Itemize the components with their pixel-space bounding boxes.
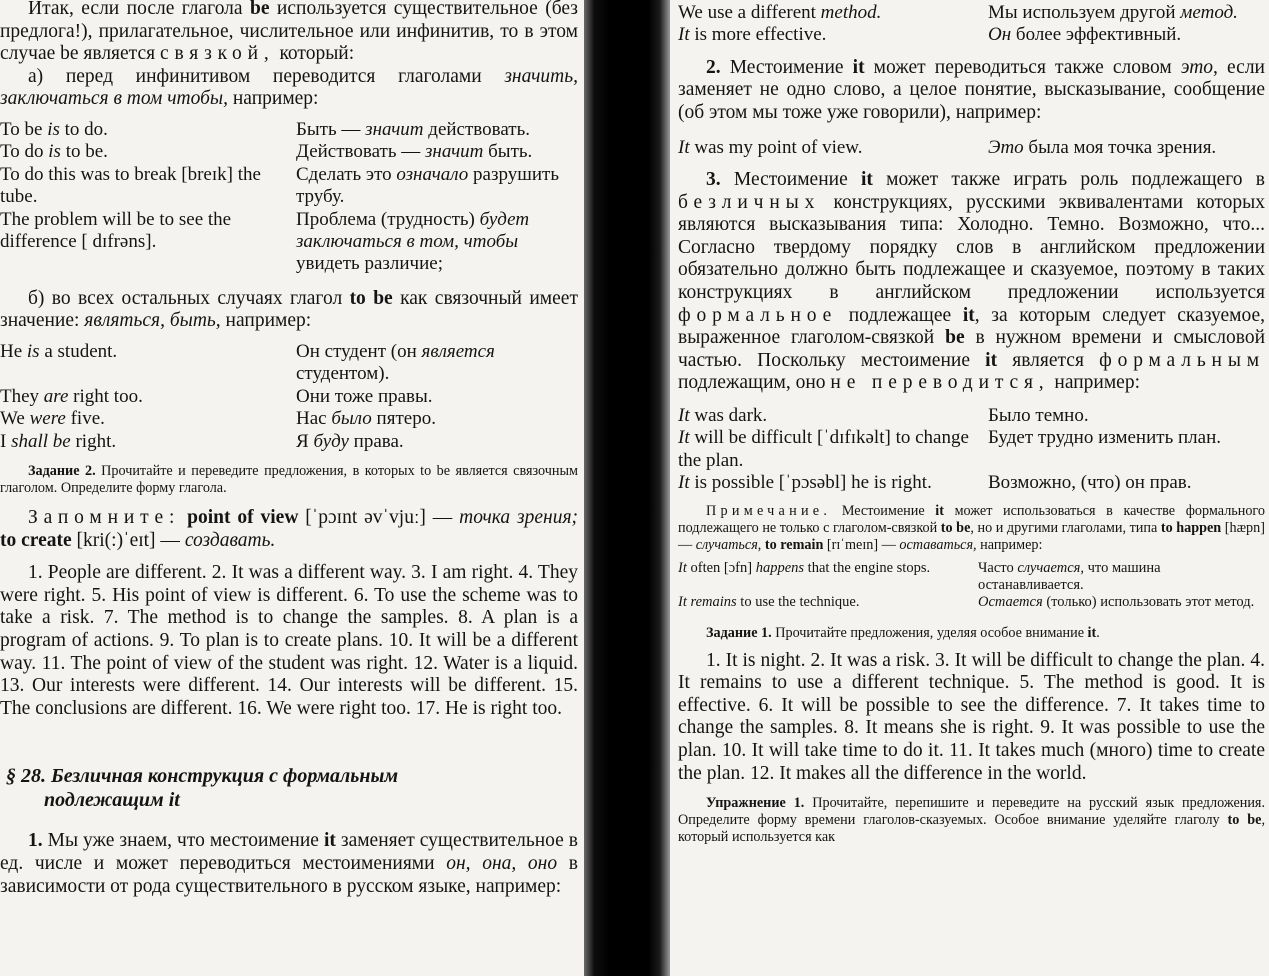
example-ru: Будет трудно изменить план.	[988, 427, 1221, 449]
example-en: They are right too.	[0, 385, 143, 407]
intro-paragraph: Итак, если после глагола be используется существительное (без предлога!), прилагательное, числительное или инфинитив, то в этом случае be является связкой, который:	[0, 0, 578, 65]
heading-line-1: § 28. Безличная конструкция с формальным	[6, 765, 399, 788]
example-ru: Это была моя точка зрения.	[988, 136, 1217, 158]
examples-b	[0, 341, 578, 453]
example-en: We use a different method.	[678, 2, 882, 23]
example-en: I shall be right.	[0, 430, 117, 452]
task-1: Задание 1. Прочитайте предложения, уделяя особое внимание it.	[706, 624, 1100, 641]
examples-it-3	[678, 405, 1265, 495]
example-en: The problem will be to see the difference [ dɪfrəns].	[0, 208, 232, 252]
example-en: It remains to use the technique.	[678, 593, 860, 610]
left-page	[0, 0, 582, 976]
example-ru: Было темно.	[988, 404, 1089, 426]
example-ru: Возможно, (что) он прав.	[988, 472, 1192, 494]
examples-it-2	[678, 137, 1265, 159]
example-en: To do this was to break [breɪk] the tube.	[0, 163, 261, 208]
example-en: He is a student.	[0, 341, 118, 362]
exercise-1: Упражнение 1. Прочитайте, перепишите и переведите на русский язык предложения. Определите форму времени глаголов-сказуемых. Особое внимание уделяйте глаголу to be, который используется как	[678, 795, 1266, 846]
example-en: It was my point of view.	[678, 136, 863, 158]
example-ru: Часто случается, что машина останавливается.	[978, 559, 1161, 593]
examples-it-1	[678, 2, 1265, 47]
right-page	[672, 0, 1269, 976]
example-ru: Быть — значит действовать.	[296, 118, 531, 140]
example-en: It is more effective.	[678, 24, 827, 46]
it-rule-3: 3. Местоимение it может также играть роль подлежащего в безличных конструкциях, русскими эквивалентами которых являются высказывания типа: Холодно. Темно. Возможно, что... Согласно твердому порядку слов в английском предложении обязательно должно быть подлежащее и сказуемое, поэтому в таких конструкциях в английском предложении используется формальное подлежащее it, за которым следует сказуемое, выраженное глаголом-связкой be в нужном времени и смысловой частью. Поскольку местоимение it является формальным подлежащим, оно не переводится, например:	[678, 169, 1266, 394]
task-2-sentences: 1. People are different. 2. It was a different way. 3. I am right. 4. They were right. 5. His point of view is different. 6. To use the scheme was to take a risk. 7. The method is to change the samples. 8. A plan is a program of actions. 9. To plan is to create plans. 10. It will be a different way. 11. The point of view of the student was right. 12. Water is a liquid. 13. Our interests were different. 14. Our interests will be different. 15. The conclusions are different. 16. We were right too. 17. He is right too.	[0, 562, 578, 719]
example-ru: Действовать — значит быть.	[296, 141, 533, 163]
example-ru: Нас было пятеро.	[296, 408, 436, 430]
example-ru: Я буду права.	[296, 430, 404, 452]
rule-a-paragraph: а) перед инфинитивом переводится глаголами значить, заключаться в том чтобы, например:	[0, 65, 578, 110]
example-ru: Он студент (он является студентом).	[296, 341, 495, 385]
example-ru: Проблема (трудность) будет заключаться в том, чтобы увидеть различие;	[296, 208, 530, 275]
task-2: Задание 2. Прочитайте и переведите предложения, в которых to be является связочным глаголом. Определите форму глагола.	[0, 463, 579, 497]
example-en: To be is to do.	[0, 118, 108, 140]
example-en: We were five.	[0, 408, 105, 430]
pronoun-it-paragraph: 1. Мы уже знаем, что местоимение it заменяет существительное в ед. числе и может переводиться местоимениями он, она, оно в зависимости от рода существительного в русском языке, например:	[0, 830, 578, 897]
example-en: It will be difficult [ˈdɪfɪkəlt] to change the plan.	[678, 427, 969, 471]
example-ru: Сделать это означало разрушить трубу.	[296, 163, 560, 208]
example-ru: Они тоже правы.	[296, 385, 433, 407]
section-heading	[0, 764, 578, 812]
examples-a	[0, 119, 578, 276]
remember-note: Запомните: point of view [ˈpɔɪnt əvˈvjuː] — точка зрения; to create [kri(:)ˈeɪt] — создавать.	[0, 507, 579, 551]
example-en: It was dark.	[678, 404, 768, 426]
example-en: To do is to be.	[0, 141, 108, 163]
example-ru: Остается (только) использовать этот метод.	[978, 593, 1255, 610]
heading-line-2: подлежащим it	[44, 789, 180, 812]
it-rule-2: 2. Местоимение it может переводиться также словом это, если заменяет не одно слово, а целое понятие, высказывание, сообщение (об этом мы тоже уже говорили), например:	[678, 56, 1265, 123]
example-ru: Мы используем другой метод.	[988, 2, 1238, 23]
example-en: It is possible [ˈpɔsəbl] he is right.	[678, 472, 932, 494]
task-1-sentences: 1. It is night. 2. It was a risk. 3. It will be difficult to change the plan. 4. It remains to use a different technique. 5. The method is good. It is effective. 6. It will be possible to see the difference. 7. It takes time to change the samples. 8. It means she is right. 9. It was possible to use the plan. 10. It will take time to do it. 11. It takes much (много) time to create the plan. 12. It makes all the difference in the world.	[678, 649, 1265, 784]
example-en: It often [ɔfn] happens that the engine stops.	[678, 559, 931, 576]
example-ru: Он более эффективный.	[988, 24, 1182, 46]
note-paragraph: Примечание. Местоимение it может использоваться в качестве формального подлежащего не только с глаголом-связкой to be, но и другими глаголами, типа to happen [hæpn] — случаться, to remain [rɪˈmeɪn] — оставаться, например:	[678, 502, 1265, 553]
examples-note	[678, 560, 1265, 611]
book-gutter	[584, 0, 670, 976]
rule-b-paragraph: б) во всех остальных случаях глагол to be как связочный имеет значение: являться, быть, например:	[0, 287, 578, 332]
